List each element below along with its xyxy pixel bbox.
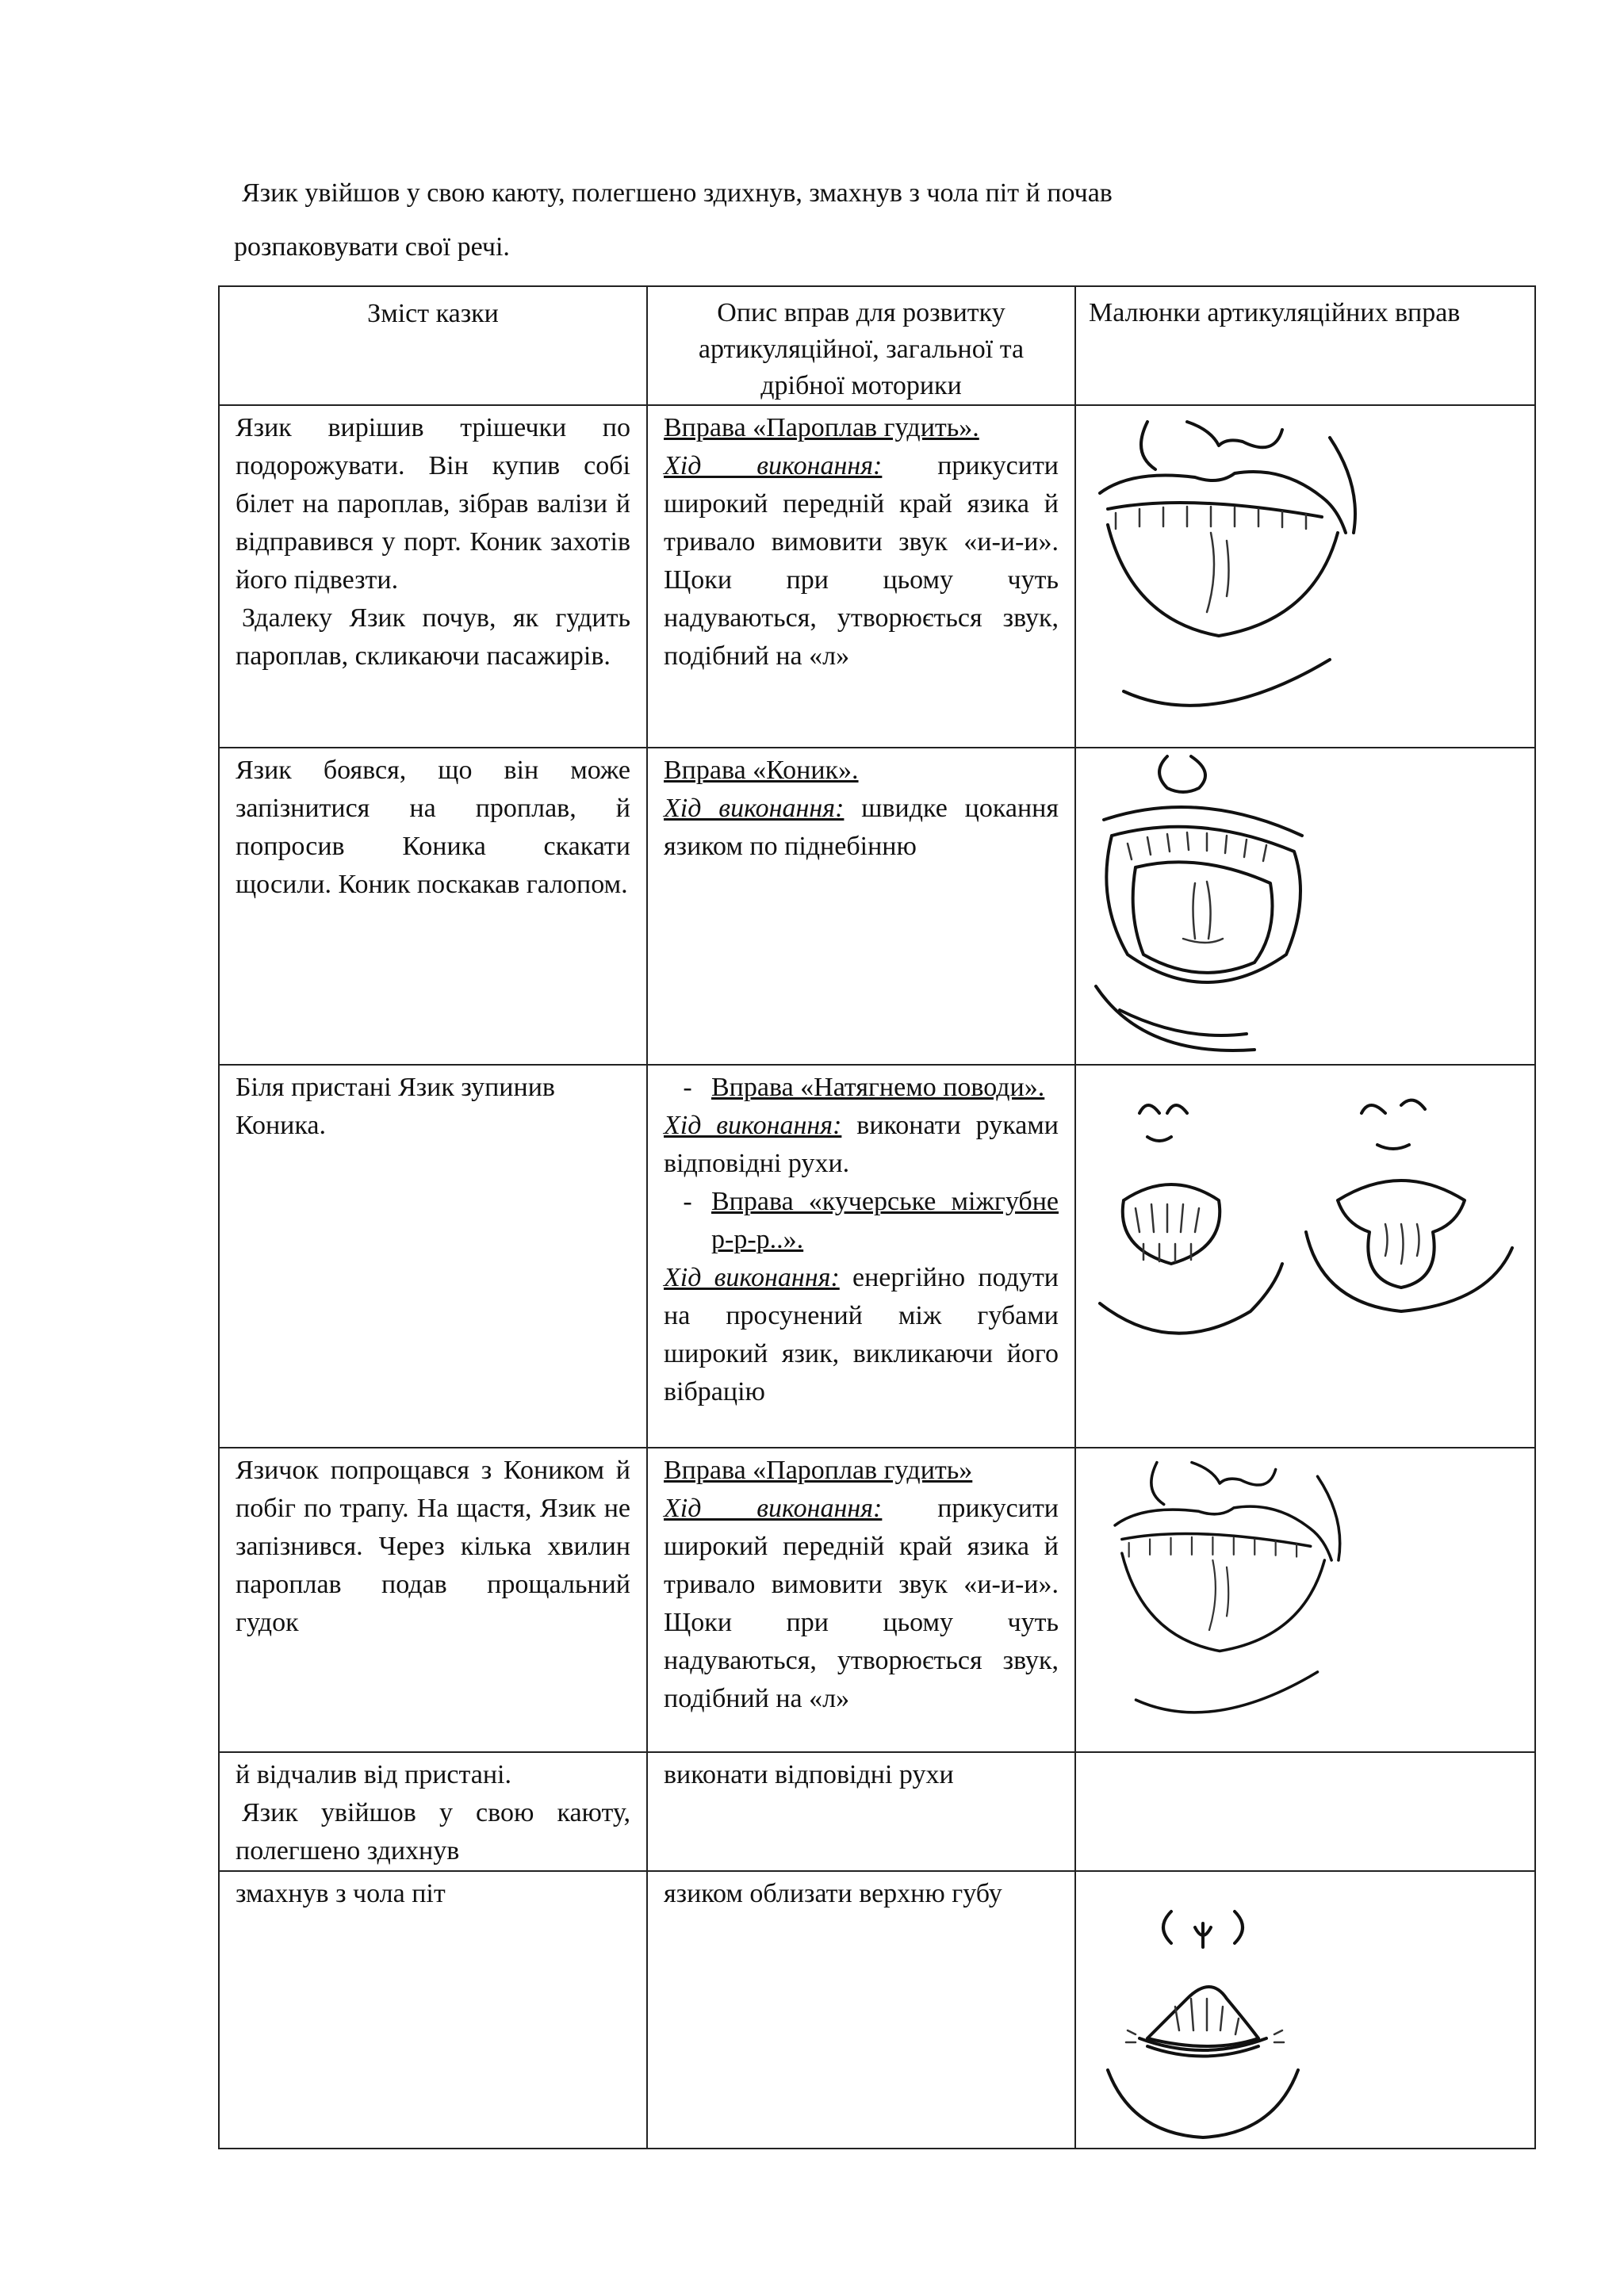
- story-cell: [219, 1448, 647, 1752]
- table-row: [219, 1065, 1535, 1448]
- intro-line-1: Язик увійшов у свою каюту, полегшено здихнув, змахнув з чола піт й почав: [242, 178, 1113, 208]
- exercise-description-2: енергійно подути на просунений між губами широкий язик, викликаючи його вібрацію: [664, 1263, 1059, 1406]
- exercise-cell: [647, 1065, 1075, 1448]
- exercise-title-2: Вправа «кучерське міжгубне р-р-р..».: [711, 1187, 1059, 1254]
- open-mouth-tongue-up-drawing: [1088, 748, 1318, 1062]
- exercise-description: прикусити широкий передній край язика й тривало вимовити звук «и-и-и». Щоки при цьому чуть надуваються, утворюється звук, подібний на «л»: [664, 1494, 1059, 1713]
- story-cell: [219, 1871, 647, 2149]
- exercise-table: [218, 285, 1536, 2149]
- exercise-cell: [647, 1448, 1075, 1752]
- tongue-licking-upper-lip-drawing: [1092, 1880, 1314, 2141]
- story-cell: [219, 748, 647, 1065]
- exercise-description: виконати руками відповідні рухи.: [664, 1111, 1059, 1178]
- picture-cell: [1075, 1448, 1535, 1752]
- two-faces-tongue-drawing: [1092, 1081, 1520, 1351]
- table-header-row: [219, 286, 1535, 405]
- intro-line-2: розпаковувати свої речі.: [234, 232, 510, 262]
- exercise-title: Вправа «Натягнемо поводи».: [711, 1073, 1045, 1102]
- exercise-cell: [647, 1871, 1075, 2149]
- exercise-cell: [647, 1752, 1075, 1871]
- procedure-label: Хід виконання:: [664, 1111, 842, 1140]
- header-exercise: Опис вправ для розвитку артикуляційної, загальної та дрібної моторики: [647, 286, 1075, 405]
- procedure-label: Хід виконання:: [664, 451, 883, 480]
- story-cell: [219, 1065, 647, 1448]
- exercise-cell: [647, 405, 1075, 748]
- exercise-description: прикусити широкий передній край язика й тривало вимовити звук «и-и-и». Щоки при цьому чуть надуваються, утворюється звук, подібний на «л»: [664, 451, 1059, 671]
- header-pictures: Малюнки артикуляційних вправ: [1075, 286, 1535, 405]
- table-row: [219, 748, 1535, 1065]
- picture-cell: [1075, 405, 1535, 748]
- list-dash: -: [683, 1073, 692, 1102]
- mouth-bitten-tongue-drawing: [1092, 406, 1362, 739]
- procedure-label: Хід виконання:: [664, 794, 845, 823]
- story-text: Язик боявся, що він може запізнитися на проплав, й попросив Коника скакати щосили. Коник поскакав галопом.: [236, 756, 630, 899]
- mouth-bitten-tongue-drawing: [1092, 1448, 1362, 1742]
- table-row: [219, 1448, 1535, 1752]
- exercise-title: Вправа «Пароплав гудить»: [664, 1456, 973, 1485]
- story-text: Язик вирішив трішечки по подорожувати. Він купив собі білет на пароплав, зібрав валізи й відправився у порт. Коник захотів його підвезти.: [236, 413, 630, 595]
- picture-cell: [1075, 1871, 1535, 2149]
- picture-cell-empty: [1075, 1752, 1535, 1871]
- story-text: й відчалив від пристані.: [236, 1760, 511, 1789]
- exercise-title: Вправа «Пароплав гудить».: [664, 413, 979, 442]
- procedure-label: Хід виконання:: [664, 1494, 883, 1523]
- picture-cell: [1075, 748, 1535, 1065]
- table-row: [219, 405, 1535, 748]
- story-text: Язичок попрощався з Коником й побіг по трапу. На щастя, Язик не запізнився. Через кілька хвилин пароплав подав прощальний гудок: [236, 1456, 630, 1637]
- exercise-description: язиком облизати верхню губу: [664, 1879, 1002, 1908]
- list-dash: -: [683, 1187, 692, 1216]
- table-row: [219, 1752, 1535, 1871]
- story-text: Біля пристані Язик зупинив Коника.: [236, 1073, 555, 1140]
- picture-cell: [1075, 1065, 1535, 1448]
- story-text: змахнув з чола піт: [236, 1879, 446, 1908]
- exercise-description: швидке цокання язиком по піднебінню: [664, 794, 1059, 861]
- exercise-cell: [647, 748, 1075, 1065]
- story-text-2: Здалеку Язик почув, як гудить пароплав, скликаючи пасажирів.: [236, 603, 630, 671]
- exercise-description: виконати відповідні рухи: [664, 1760, 954, 1789]
- exercise-title: Вправа «Коник».: [664, 756, 859, 785]
- procedure-label-2: Хід виконання:: [664, 1263, 840, 1292]
- story-cell: [219, 405, 647, 748]
- table-row: [219, 1871, 1535, 2149]
- header-story: Зміст казки: [219, 286, 647, 405]
- story-text-2: Язик увійшов у свою каюту, полегшено здихнув: [236, 1798, 630, 1866]
- story-cell: [219, 1752, 647, 1871]
